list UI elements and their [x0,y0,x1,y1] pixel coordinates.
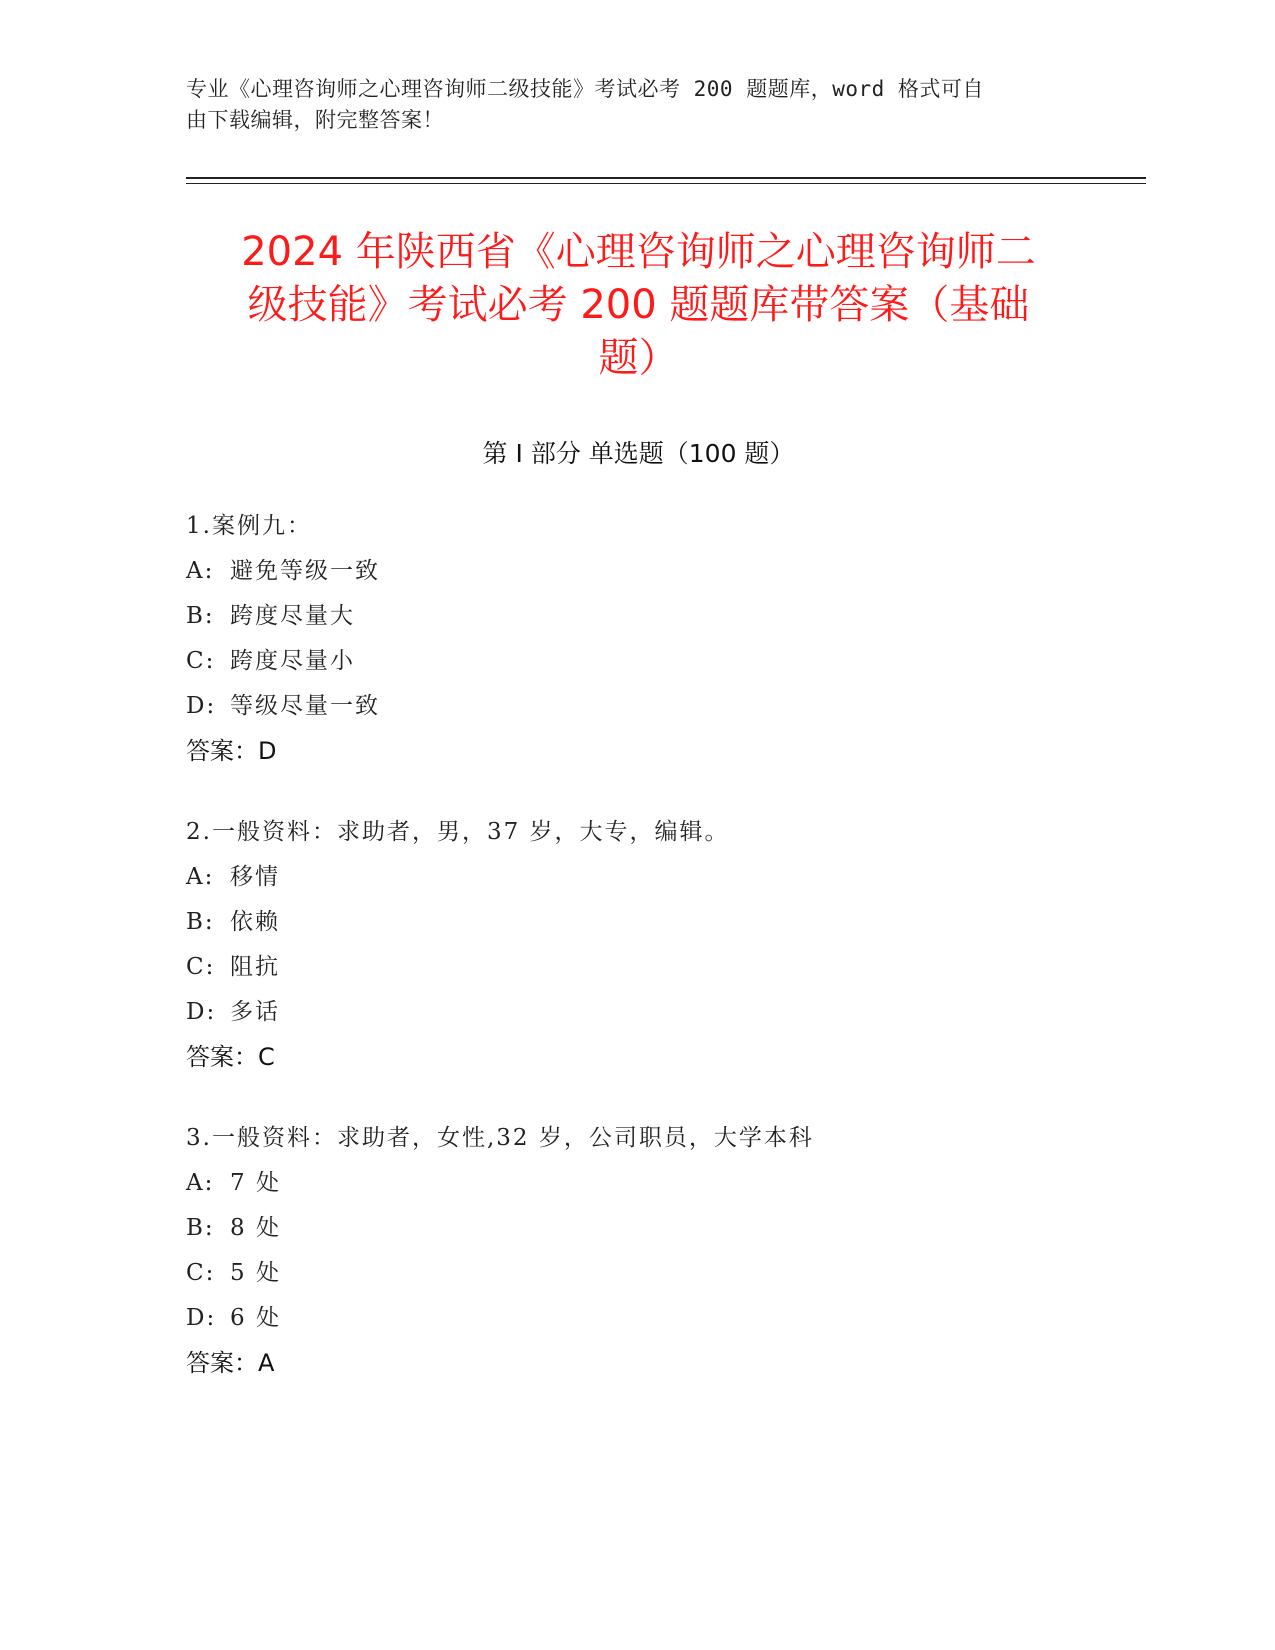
option-d [186,1296,1086,1341]
option-text: 依赖 [230,909,280,935]
question-1 [186,504,1086,774]
option-letter: A: [186,1170,215,1196]
header-rule-thin [186,183,1146,184]
option-text: 6 处 [230,1305,281,1331]
option-a [186,1161,1086,1206]
option-text: 5 处 [230,1260,281,1286]
option-c [186,639,1086,684]
option-d [186,990,1086,1035]
title-line-1: 2024 年陕西省《心理咨询师之心理咨询师二 [241,229,1036,275]
option-text: 跨度尽量大 [230,603,355,629]
option-letter: A: [186,558,215,584]
option-letter: D: [186,999,217,1025]
option-a [186,855,1086,900]
question-stem: 3.一般资料：求助者，女性,32 岁，公司职员，大学本科 [186,1125,814,1151]
document-title [186,226,1091,385]
option-text: 等级尽量一致 [230,693,380,719]
section-heading: 第 I 部分 单选题（100 题） [482,439,795,468]
option-letter: B: [186,1215,215,1241]
option-text: 8 处 [230,1215,281,1241]
option-letter: D: [186,693,217,719]
option-c [186,1251,1086,1296]
option-letter: A: [186,864,215,890]
option-b [186,594,1086,639]
answer-line: 答案：C [186,1043,275,1071]
option-letter: D: [186,1305,217,1331]
option-letter: C: [186,1260,216,1286]
option-text: 移情 [230,864,280,890]
intro-paragraph [186,74,1066,136]
option-text: 7 处 [230,1170,281,1196]
option-text: 跨度尽量小 [230,648,355,674]
option-text: 多话 [230,999,280,1025]
option-letter: B: [186,603,215,629]
option-text: 避免等级一致 [230,558,380,584]
question-2 [186,810,1086,1080]
option-text: 阻抗 [230,954,280,980]
option-a [186,549,1086,594]
answer-line: 答案：D [186,737,277,765]
intro-line-2: 由下载编辑，附完整答案！ [186,108,444,132]
question-stem: 1.案例九： [186,513,312,539]
option-letter: C: [186,648,216,674]
option-d [186,684,1086,729]
question-3 [186,1116,1086,1386]
title-line-3: 题） [598,335,679,381]
option-b [186,900,1086,945]
option-c [186,945,1086,990]
option-letter: B: [186,909,215,935]
option-letter: C: [186,954,216,980]
title-line-2: 级技能》考试必考 200 题题库带答案（基础 [247,282,1030,328]
intro-line-1: 专业《心理咨询师之心理咨询师二级技能》考试必考 200 题题库，word 格式可自 [186,77,984,101]
question-stem: 2.一般资料：求助者，男，37 岁，大专，编辑。 [186,819,730,845]
option-b [186,1206,1086,1251]
answer-line: 答案：A [186,1349,275,1377]
header-rule-thick [186,177,1146,179]
